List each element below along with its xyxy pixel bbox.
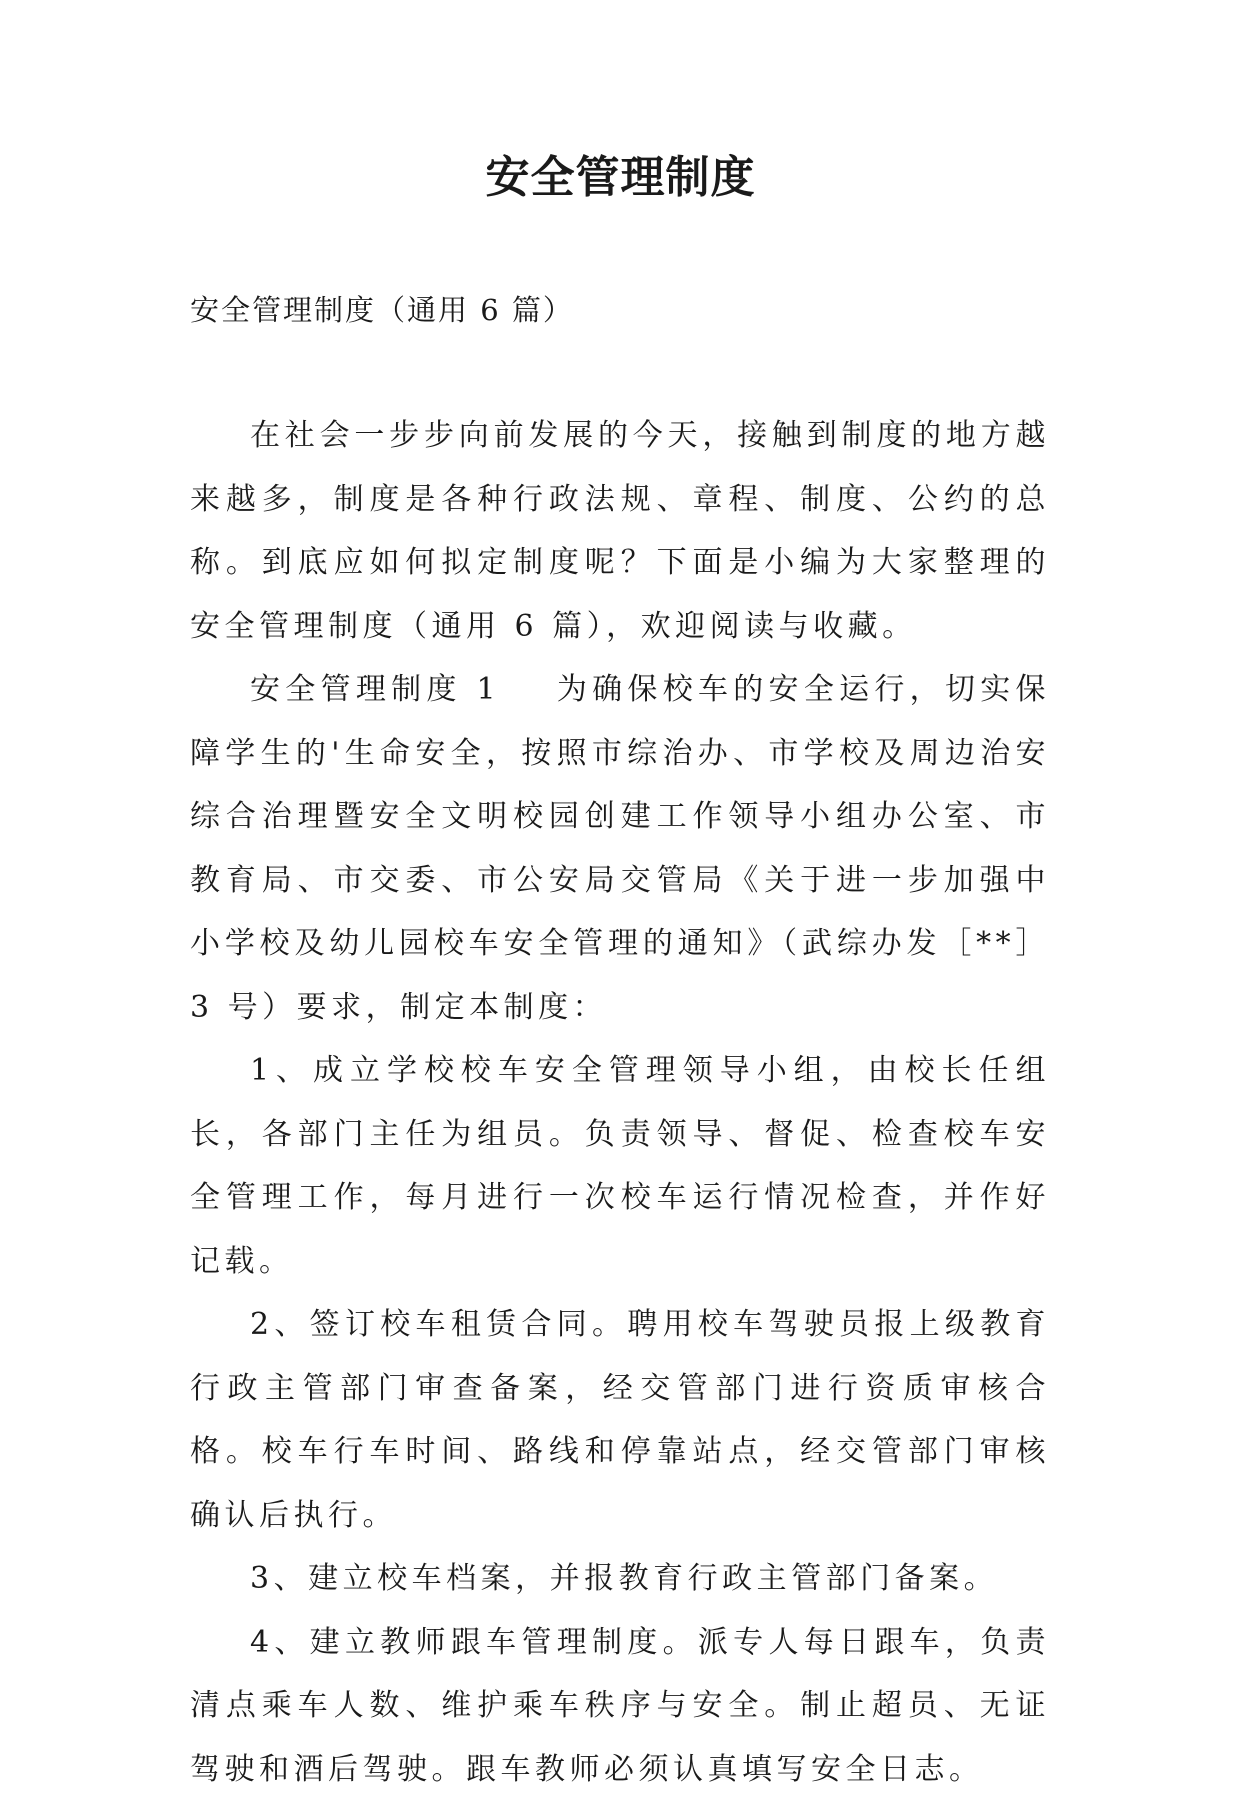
section-1-paragraph [190,658,1050,1039]
section-1-heading: 安全管理制度 1 [250,672,500,707]
list-item: 2、签订校车租赁合同。聘用校车驾驶员报上级教育行政主管部门审查备案，经交管部门进行资质审核合格。校车行车时间、路线和停靠站点，经交管部门审核确认后执行。 [190,1293,1050,1547]
list-item: 1、成立学校校车安全管理领导小组，由校长任组长，各部门主任为组员。负责领导、督促、检查校车安全管理工作，每月进行一次校车运行情况检查，并作好记载。 [190,1039,1050,1293]
document-subtitle: 安全管理制度（通用 6 篇） [190,290,574,330]
section-1-text: 为确保校车的安全运行，切实保障学生的'生命安全，按照市综治办、市学校及周边治安综合治理暨安全文明校园创建工作领导小组办公室、市教育局、市交委、市公安局交管局《关于进一步加强中小学校及幼儿园校车安全管理的通知》（武综办发［**］3 号）要求，制定本制度： [190,672,1050,1025]
list-item: 3、建立校车档案，并报教育行政主管部门备案。 [190,1547,1050,1611]
intro-paragraph: 在社会一步步向前发展的今天，接触到制度的地方越来越多，制度是各种行政法规、章程、制度、公约的总称。到底应如何拟定制度呢？下面是小编为大家整理的安全管理制度（通用 6 篇），欢迎阅读与收藏。 [190,404,1050,658]
document-body [190,404,1050,1801]
document-title: 安全管理制度 [0,148,1241,208]
list-item: 4、建立教师跟车管理制度。派专人每日跟车，负责清点乘车人数、维护乘车秩序与安全。制止超员、无证驾驶和酒后驾驶。跟车教师必须认真填写安全日志。 [190,1611,1050,1801]
